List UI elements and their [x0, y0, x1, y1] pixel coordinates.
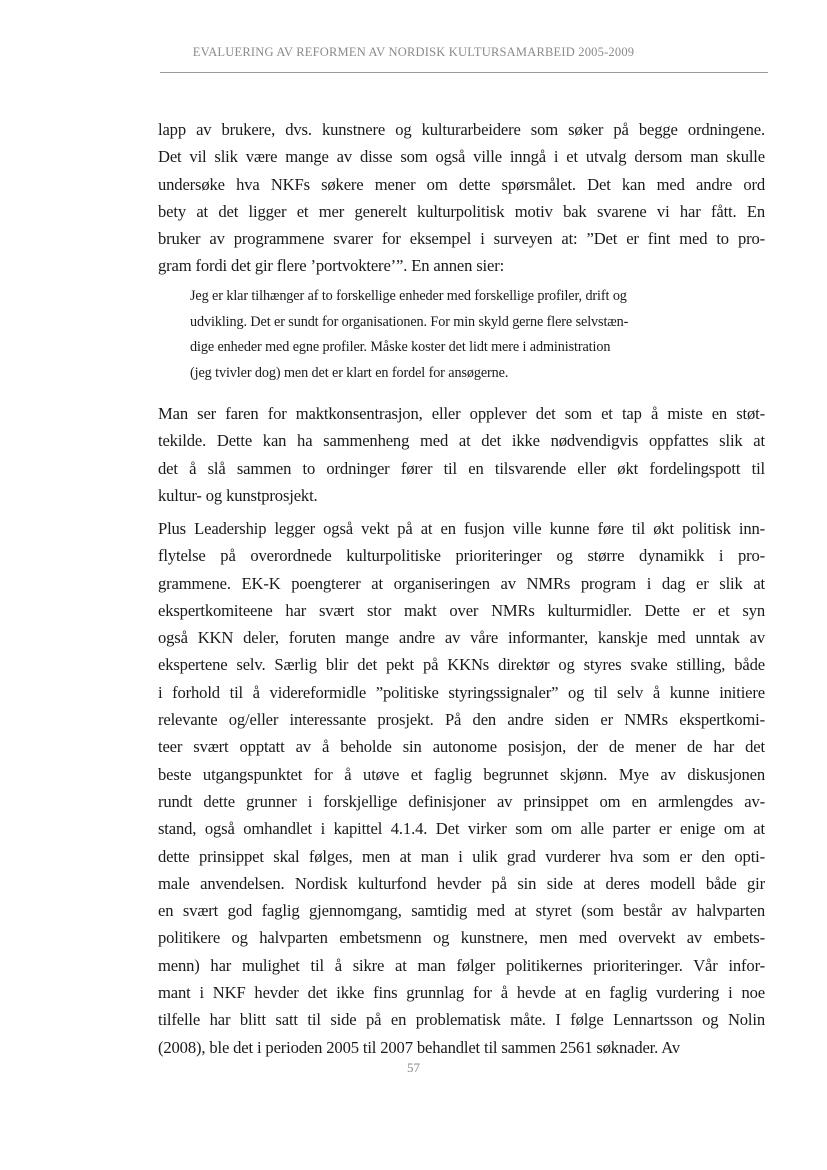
text-line: (2008), ble det i perioden 2005 til 2007 behandlet til sammen 2561 søknader. Av: [158, 1037, 680, 1057]
text-line: også KKN deler, foruten mange andre av våre informanter, kanskje med unntak av: [158, 628, 765, 648]
paragraph-1: [158, 116, 765, 280]
running-header: EVALUERING AV REFORMEN AV NORDISK KULTURSAMARBEID 2005-2009: [192, 45, 635, 59]
text-line: beste utgangspunktet for å utøve et faglig begrunnet skjønn. Mye av diskusjonen: [158, 764, 765, 784]
text-line: gram fordi det gir flere ’portvoktere’”. En annen sier:: [158, 256, 505, 276]
text-line: ekspertene selv. Særlig blir det pekt på KKNs direktør og styres svake stilling, både: [158, 655, 765, 675]
text-line: kultur- og kunstprosjekt.: [158, 485, 318, 505]
text-line: rundt dette grunner i forskjellige definisjoner av prinsippet om en armlengdes av-: [158, 791, 765, 811]
text-line: bruker av programmene svarer for eksempel i surveyen at: ”Det er fint med to pro-: [158, 229, 765, 249]
text-line: Man ser faren for maktkonsentrasjon, eller opplever det som et tap å miste en støt-: [158, 404, 765, 423]
text-line: ekspertkomiteene har svært stor makt over NMRs kulturmidler. Dette er et syn: [158, 600, 765, 620]
text-line: undersøke hva NKFs søkere mener om dette spørsmålet. Det kan med andre ord: [158, 174, 765, 194]
quote-line: dige enheder med egne profiler. Måske koster det lidt mere i administration: [190, 339, 611, 355]
text-line: dette prinsippet skal følges, men at man i ulik grad vurderer hva som er den opti-: [158, 846, 765, 866]
text-line: politikere og halvparten embetsmenn og kunstnere, men med overvekt av embets-: [158, 928, 765, 948]
block-quote: [190, 284, 710, 386]
text-line: menn) har mulighet til å sikre at man følger politikernes prioriteringer. Vår infor-: [158, 955, 765, 975]
quote-line: (jeg tvivler dog) men det er klart en fordel for ansøgerne.: [190, 364, 509, 381]
text-line: en svært god faglig gjennomgang, samtidig med at styret (som består av halvparten: [158, 901, 765, 921]
text-line: stand, også omhandlet i kapittel 4.1.4. Det virker som om alle parter er enige om at: [158, 819, 765, 839]
paragraph-2: [158, 400, 765, 509]
text-line: mant i NKF hevder det ikke fins grunnlag for å hevde at en faglig vurdering i noe: [158, 983, 765, 1003]
text-line: flytelse på overordnede kulturpolitiske prioriteringer og større dynamikk i pro-: [158, 546, 765, 566]
text-line: tekilde. Dette kan ha sammenheng med at det ikke nødvendigvis oppfattes slik at: [158, 431, 765, 451]
page-number: 57: [407, 1060, 420, 1075]
quote-line: udvikling. Det er sundt for organisationen. For min skyld gerne flere selvstæn-: [190, 313, 629, 330]
quote-line: Jeg er klar tilhænger af to forskellige enheder med forskellige profiler, drift og: [190, 288, 627, 304]
text-line: Plus Leadership legger også vekt på at en fusjon ville kunne føre til økt politisk inn-: [158, 519, 765, 538]
text-line: tilfelle har blitt satt til side på en problematisk måte. I følge Lennartsson og Nolin: [158, 1010, 765, 1030]
text-line: bety at det ligger et mer generelt kulturpolitisk motiv bak svarene vi har fått. En: [158, 201, 765, 221]
text-line: male anvendelsen. Nordisk kulturfond hevder på sin side at deres modell både gir: [158, 873, 765, 893]
text-line: det å slå sammen to ordninger fører til en tilsvarende eller økt fordelingspott til: [158, 458, 765, 478]
text-line: teer svært opptatt av å beholde sin autonome posisjon, der de mener de har det: [158, 737, 765, 757]
text-line: grammene. EK-K poengterer at organiseringen av NMRs program i dag er slik at: [158, 573, 765, 593]
text-line: relevante og/eller interessante prosjekt. På den andre siden er NMRs ekspertkomi-: [158, 710, 765, 730]
paragraph-3: [158, 515, 765, 1061]
text-line: lapp av brukere, dvs. kunstnere og kulturarbeidere som søker på begge ordningene.: [158, 120, 765, 139]
text-line: i forhold til å videreformidle ”politiske styringssignaler” og til selv å kunne initiere: [158, 682, 765, 702]
text-line: Det vil slik være mange av disse som også ville inngå i et utvalg dersom man skulle: [158, 147, 765, 167]
header-rule: [160, 72, 768, 73]
